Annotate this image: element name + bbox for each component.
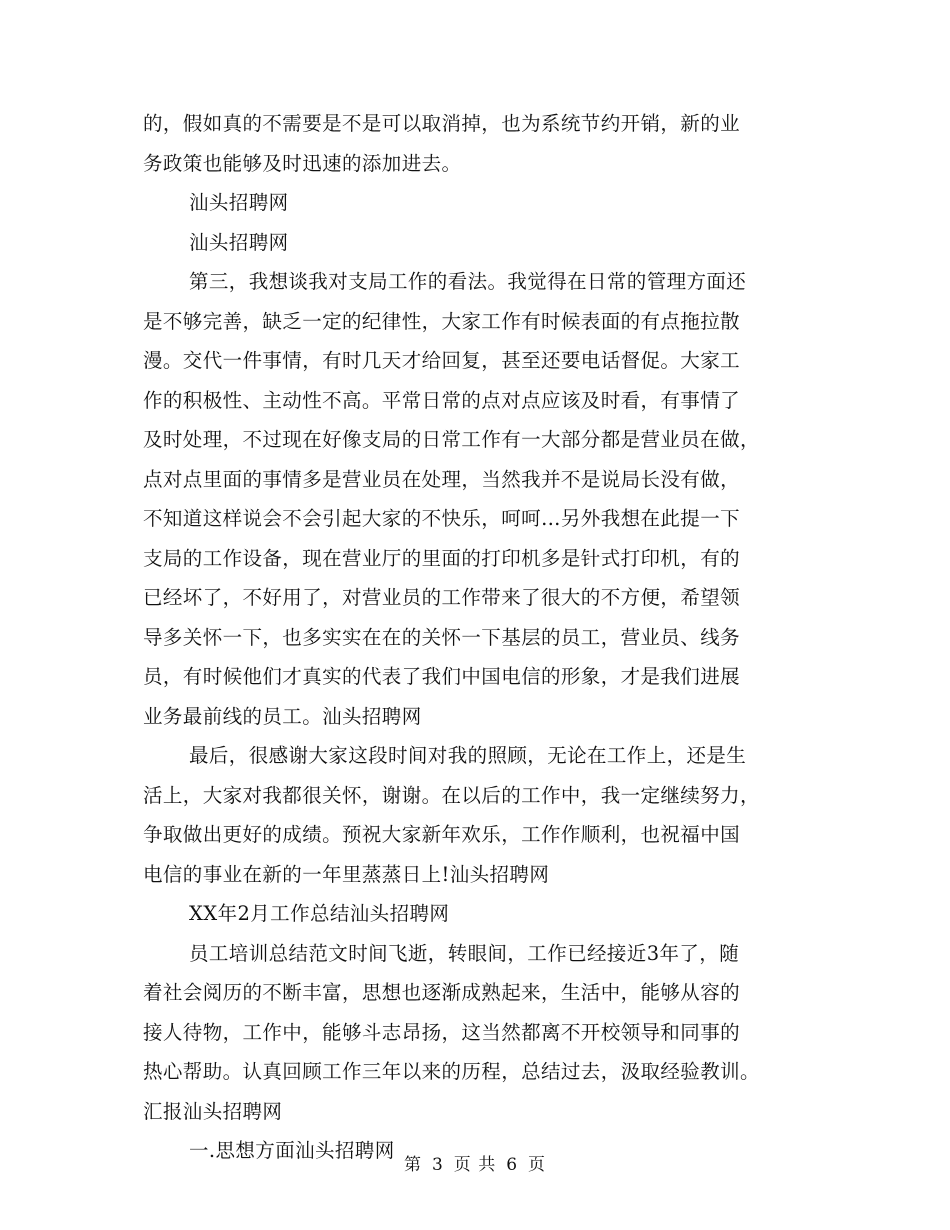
- text-line: 汕头招聘网: [189, 230, 289, 254]
- text-line: 作的积极性、主动性不高。平常日常的点对点应该及时看，有事情了: [143, 388, 741, 412]
- text-line: 第三，我想谈我对支局工作的看法。我觉得在日常的管理方面还: [189, 270, 747, 293]
- text-line: 接人待物，工作中，能够斗志昂扬，这当然都离不开校领导和同事的: [143, 1020, 741, 1044]
- text-line: 电信的事业在新的一年里蒸蒸日上!汕头招聘网: [143, 862, 550, 886]
- text-line: 点对点里面的事情多是营业员在处理，当然我并不是说局长没有做，: [143, 467, 741, 491]
- text-line: 员，有时候他们才真实的代表了我们中国电信的形象，才是我们进展: [143, 665, 741, 688]
- footer-total-pages: 6: [506, 1155, 519, 1175]
- text-line: 支局的工作设备，现在营业厅的里面的打印机多是针式打印机，有的: [143, 546, 741, 570]
- text-line: 员工培训总结范文时间飞逝，转眼间，工作已经接近3年了，随: [189, 941, 740, 965]
- document-body: [143, 104, 803, 1171]
- text-line: 不知道这样说会不会引起大家的不快乐，呵呵…另外我想在此提一下: [143, 507, 741, 530]
- text-line: 汕头招聘网: [189, 191, 289, 214]
- page-footer: [0, 1150, 950, 1175]
- text-line: 一.思想方面汕头招聘网: [189, 1139, 395, 1162]
- footer-page-number: 3: [431, 1155, 444, 1175]
- footer-middle: 页 共: [453, 1155, 497, 1175]
- text-line: 已经坏了，不好用了，对营业员的工作带来了很大的不方便，希望领: [143, 586, 741, 609]
- text-line: 业务最前线的员工。汕头招聘网: [143, 704, 422, 728]
- text-line: 务政策也能够及时迅速的添加进去。: [143, 151, 462, 175]
- text-line: 热心帮助。认真回顾工作三年以来的历程，总结过去，汲取经验教训。: [143, 1060, 760, 1083]
- text-line: 导多关怀一下，也多实实在在的关怀一下基层的员工，营业员、线务: [143, 625, 741, 649]
- text-line: 是不够完善，缺乏一定的纪律性，大家工作有时候表面的有点拖拉散: [143, 309, 741, 333]
- footer-prefix: 第: [403, 1155, 422, 1175]
- text-line: 着社会阅历的不断丰富，思想也逐渐成熟起来，生活中，能够从容的: [143, 981, 741, 1004]
- text-line: 汇报汕头招聘网: [143, 1099, 283, 1123]
- footer-suffix: 页: [528, 1155, 547, 1175]
- text-line: 漫。交代一件事情，有时几天才给回复，甚至还要电话督促。大家工: [143, 349, 741, 372]
- text-line: 最后，很感谢大家这段时间对我的照顾，无论在工作上，还是生: [189, 744, 747, 767]
- text-line: XX年2月工作总结汕头招聘网: [189, 902, 450, 925]
- text-line: 争取做出更好的成绩。预祝大家新年欢乐，工作作顺利，也祝福中国: [143, 823, 741, 846]
- text-line: 活上，大家对我都很关怀，谢谢。在以后的工作中，我一定继续努力，: [143, 783, 760, 807]
- text-line: 的，假如真的不需要是不是可以取消掉，也为系统节约开销，新的业: [143, 112, 741, 135]
- text-line: 及时处理，不过现在好像支局的日常工作有一大部分都是营业员在做，: [143, 428, 760, 451]
